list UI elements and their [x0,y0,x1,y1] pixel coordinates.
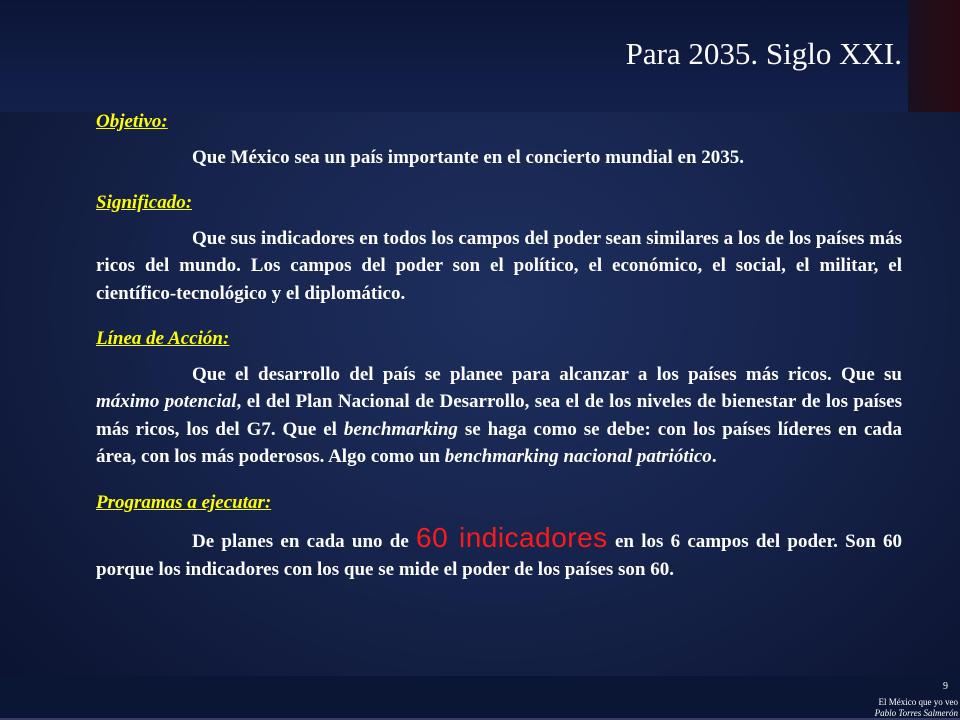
significado-heading: Significado: [96,192,193,213]
linea-text-1: Que el desarrollo del país se planee para alcanzar a los países más ricos. Que su [192,363,902,385]
objetivo-text: Que México sea un país importante en el concierto mundial en 2035. [192,146,745,168]
linea-italic-3: benchmarking nacional patriótico [444,446,712,467]
programas-text [96,524,902,583]
objetivo-heading: Objetivo: [96,111,168,132]
programas-text-2: en los 6 campos del poder. Son 60 porque los indicadores con los que se mide el poder de los países son 60. [96,531,903,580]
slide-title: Para 2035. Siglo XXI. [625,36,902,71]
corner-decoration [908,0,960,112]
linea-text-4: . [711,446,717,467]
footer-author: Pablo Torres Salmerón [874,708,958,718]
slide-content [96,108,902,583]
linea-text-2: , el del Plan Nacional de Desarrollo, sea el de los niveles de bienestar de los países más ricos, los del G7. Que el [96,391,902,440]
programas-heading: Programas a ejecutar: [96,491,272,513]
linea-heading: Línea de Acción: [96,328,230,349]
significado-text: Que sus indicadores en todos los campos del poder sean similares a los de los países más ricos del mundo. Los campos del poder son el político, el económico, el social, el militar, el científico-tecnológico y el diplomático. [96,227,902,304]
linea-italic-1: máximo potencial [96,391,237,412]
page-number: 9 [943,681,948,692]
footer-title: El México que yo veo [878,697,958,707]
programas-text-1: De planes en cada uno de [192,531,417,552]
linea-text [96,361,902,471]
linea-italic-2: benchmarking [343,418,458,440]
linea-text-3: se haga como se debe: con los países líderes en cada área, con los más poderosos. Algo como un [96,418,902,467]
footer-band [0,676,960,720]
programas-highlight: 60 indicadores [416,522,608,553]
